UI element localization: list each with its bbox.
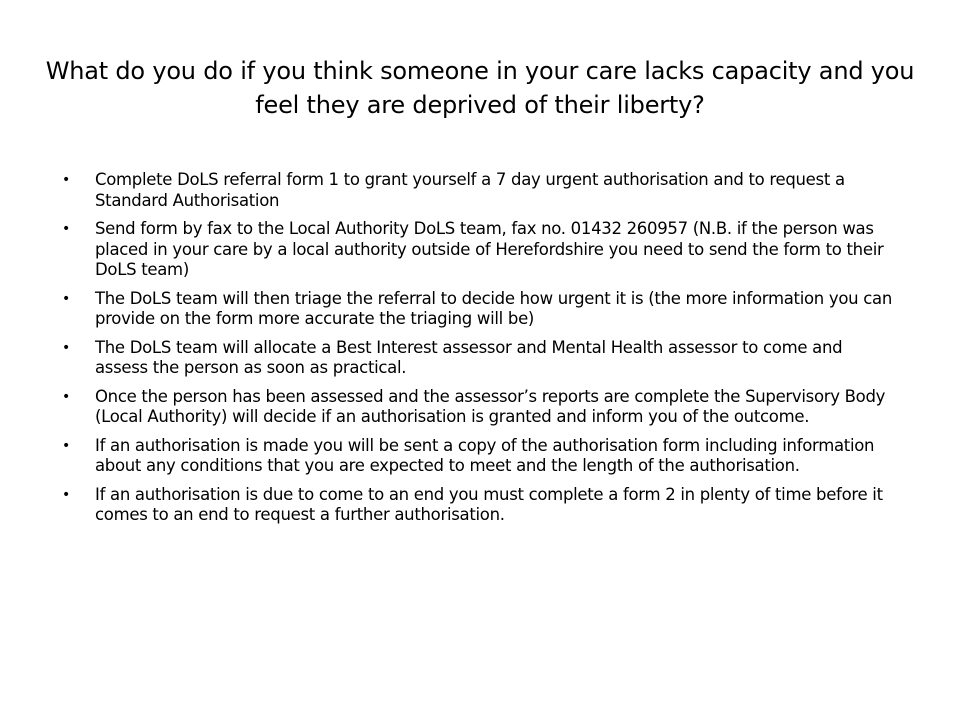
bullet-list [62,170,894,534]
bullet-item-5 [62,387,894,428]
bullet-item-4 [62,338,894,379]
bullet-text-3: The DoLS team will then triage the referral to decide how urgent it is (the more information you can provide on the form more accurate the triaging will be) [95,288,893,328]
bullet-item-2 [62,219,894,281]
bullet-item-1 [62,170,894,211]
bullet-point-icon: • [62,172,70,188]
bullet-text-2: Send form by fax to the Local Authority DoLS team, fax no. 01432 260957 (N.B. if the person was placed in your care by a local authority outside of Herefordshire you need to send the form to their DoLS team) [95,219,884,279]
bullet-item-6 [62,436,894,477]
bullet-text-1: Complete DoLS referral form 1 to grant yourself a 7 day urgent authorisation and to request a Standard Authorisation [95,170,845,210]
bullet-text-6: If an authorisation is made you will be sent a copy of the authorisation form including information about any conditions that you are expected to meet and the length of the authorisation. [95,435,875,475]
bullet-text-5: Once the person has been assessed and the assessor’s reports are complete the Supervisory Body (Local Authority) will decide if an authorisation is granted and inform you of the outcome. [95,386,886,426]
slide-title: What do you do if you think someone in your care lacks capacity and you feel they are deprived of their liberty? [45,57,915,119]
bullet-item-7 [62,485,894,526]
bullet-point-icon: • [62,437,70,454]
bullet-point-icon: • [62,290,70,307]
bullet-text-7: If an authorisation is due to come to an end you must complete a form 2 in plenty of time before it comes to an end to request a further authorisation. [95,484,883,524]
bullet-point-icon: • [62,339,70,356]
bullet-point-icon: • [62,388,70,405]
bullet-item-3 [62,289,894,330]
bullet-text-4: The DoLS team will allocate a Best Interest assessor and Mental Health assessor to come and assess the person as soon as practical. [95,337,843,377]
bullet-point-icon: • [62,486,70,503]
bullet-point-icon: • [62,221,70,237]
